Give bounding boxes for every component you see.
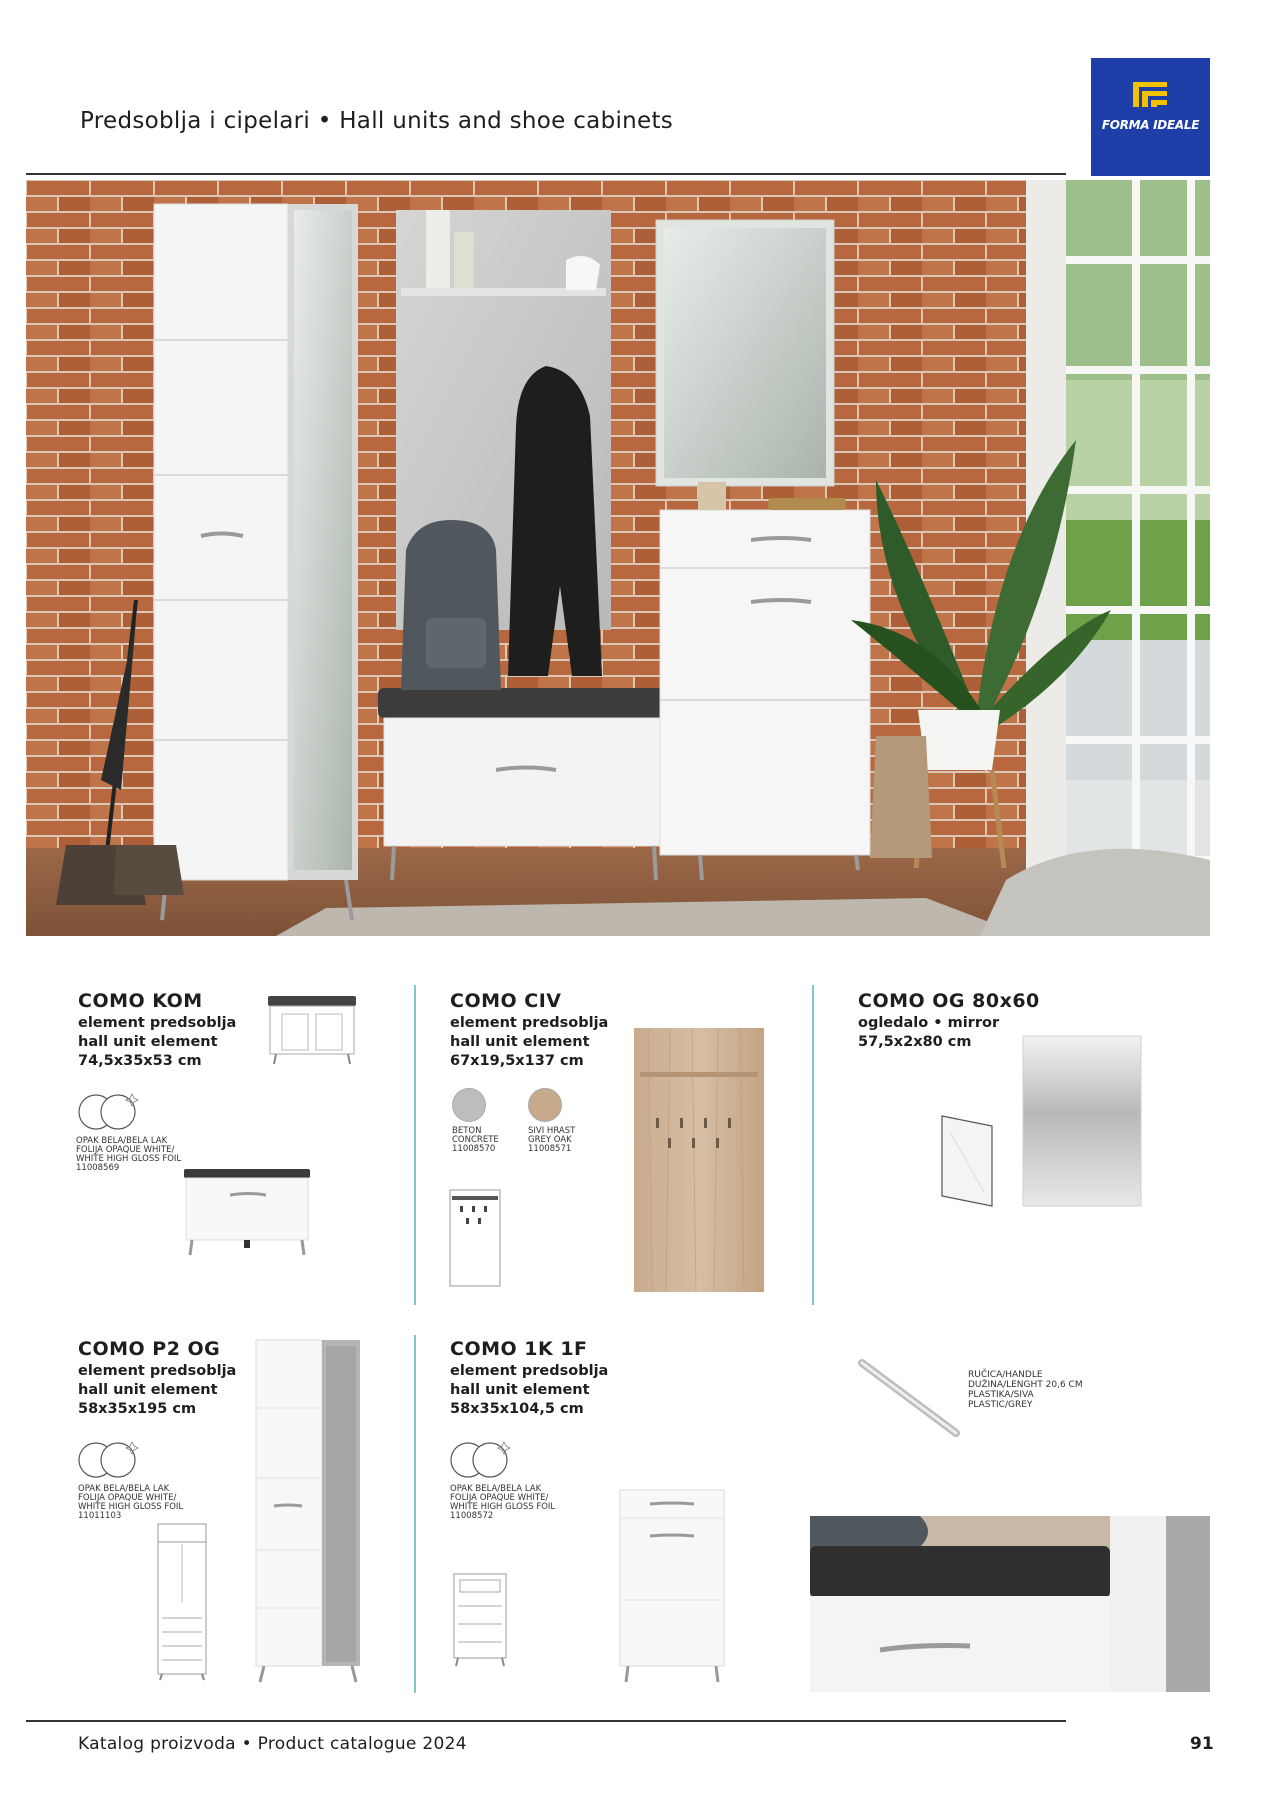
- swatch-line: CONCRETE: [452, 1135, 499, 1145]
- como-og-product-image: [1022, 1035, 1142, 1207]
- swatch-label-grey-oak: [528, 1127, 575, 1154]
- finish-line: WHITE HIGH GLOSS FOIL: [76, 1154, 182, 1164]
- page-number: 91: [1190, 1734, 1214, 1754]
- product-desc-como-og: [858, 1014, 999, 1052]
- grey-oak-swatch-icon: [528, 1088, 562, 1122]
- finish-label-como-p2-og: [78, 1485, 183, 1521]
- finish-line: WHITE HIGH GLOSS FOIL: [450, 1502, 556, 1512]
- como-1k-1f-product-image: [616, 1488, 728, 1684]
- finish-line: WHITE HIGH GLOSS FOIL: [78, 1502, 184, 1512]
- white-gloss-finish-icon: [76, 1090, 146, 1134]
- swatch-line: GREY OAK: [528, 1135, 572, 1145]
- swatch-line: SIVI HRAST: [528, 1126, 576, 1136]
- como-1k-1f-carcass-diagram: [450, 1572, 510, 1668]
- column-divider: [414, 985, 416, 1305]
- como-p2-og-product-image: [252, 1338, 364, 1684]
- logo-wordmark: FORMA IDEALE: [1101, 118, 1200, 132]
- product-name-como-p2-og: COMO P2 OG: [78, 1338, 221, 1360]
- product-desc-como-1k-1f: [450, 1362, 608, 1419]
- swatch-code: 11008571: [528, 1144, 572, 1154]
- brand-logo: [1091, 58, 1210, 176]
- desc-dimensions: 57,5x2x80 cm: [858, 1034, 972, 1050]
- finish-line: FOLIJA OPAQUE WHITE/: [78, 1493, 177, 1503]
- desc-dimensions: 58x35x104,5 cm: [450, 1401, 584, 1417]
- finish-line: FOLIJA OPAQUE WHITE/: [76, 1145, 175, 1155]
- swatch-label-concrete: [452, 1127, 499, 1154]
- finish-code: 11011103: [78, 1511, 122, 1521]
- hero-room-photo: [26, 180, 1210, 936]
- header-divider: [26, 173, 1066, 175]
- column-divider: [812, 985, 814, 1305]
- swatch-code: 11008570: [452, 1144, 496, 1154]
- desc-dimensions: 74,5x35x53 cm: [78, 1053, 202, 1069]
- handle-line: PLASTIC/GREY: [968, 1400, 1033, 1410]
- desc-line-en: hall unit element: [450, 1034, 590, 1050]
- finish-line: OPAK BELA/BELA LAK: [78, 1484, 170, 1494]
- finish-code: 11008572: [450, 1511, 494, 1521]
- white-gloss-finish-icon: [448, 1438, 518, 1482]
- white-gloss-finish-icon: [76, 1438, 146, 1482]
- handle-spec-label: [968, 1370, 1083, 1410]
- handle-line: RUČICA/HANDLE: [968, 1370, 1043, 1380]
- handle-line: DUŽINA/LENGHT 20,6 CM: [968, 1380, 1083, 1390]
- finish-line: OPAK BELA/BELA LAK: [450, 1484, 542, 1494]
- footer-divider: [26, 1720, 1066, 1722]
- mirror-angle-view: [938, 1112, 996, 1208]
- como-kom-product-image: [180, 1165, 320, 1261]
- desc-line-en: hall unit element: [450, 1382, 590, 1398]
- finish-code: 11008569: [76, 1163, 120, 1173]
- desc-dimensions: 67x19,5x137 cm: [450, 1053, 584, 1069]
- product-desc-como-kom: [78, 1014, 236, 1071]
- footer-catalogue-label: Katalog proizvoda • Product catalogue 2024: [78, 1734, 467, 1754]
- finish-line: FOLIJA OPAQUE WHITE/: [450, 1493, 549, 1503]
- como-kom-carcass-diagram: [264, 992, 364, 1070]
- como-civ-diagram: [448, 1188, 504, 1290]
- como-p2-og-carcass-diagram: [154, 1522, 210, 1682]
- page-title: Predsoblja i cipelari • Hall units and shoe cabinets: [80, 108, 674, 134]
- finish-label-como-kom: [76, 1137, 181, 1173]
- como-civ-product-image: [634, 1028, 764, 1292]
- desc-line-en: hall unit element: [78, 1382, 218, 1398]
- product-desc-como-p2-og: [78, 1362, 236, 1419]
- handle-product-image: [856, 1355, 966, 1441]
- column-divider: [414, 1335, 416, 1693]
- desc-line-hr: element predsoblja: [450, 1015, 609, 1031]
- product-name-como-1k-1f: COMO 1K 1F: [450, 1338, 588, 1360]
- product-name-como-civ: COMO CIV: [450, 990, 562, 1012]
- desc-line-hr-en: ogledalo • mirror: [858, 1015, 1000, 1031]
- product-name-como-og: COMO OG 80x60: [858, 990, 1040, 1012]
- concrete-swatch-icon: [452, 1088, 486, 1122]
- finish-label-como-1k-1f: [450, 1485, 555, 1521]
- product-name-como-kom: COMO KOM: [78, 990, 203, 1012]
- handle-line: PLASTIKA/SIVA: [968, 1390, 1034, 1400]
- product-desc-como-civ: [450, 1014, 608, 1071]
- finish-line: OPAK BELA/BELA LAK: [76, 1136, 168, 1146]
- desc-line-hr: element predsoblja: [78, 1015, 237, 1031]
- desc-line-en: hall unit element: [78, 1034, 218, 1050]
- desc-dimensions: 58x35x195 cm: [78, 1401, 197, 1417]
- desc-line-hr: element predsoblja: [450, 1363, 609, 1379]
- swatch-line: BETON: [452, 1126, 482, 1136]
- detail-photo-bench: [810, 1516, 1210, 1692]
- desc-line-hr: element predsoblja: [78, 1363, 237, 1379]
